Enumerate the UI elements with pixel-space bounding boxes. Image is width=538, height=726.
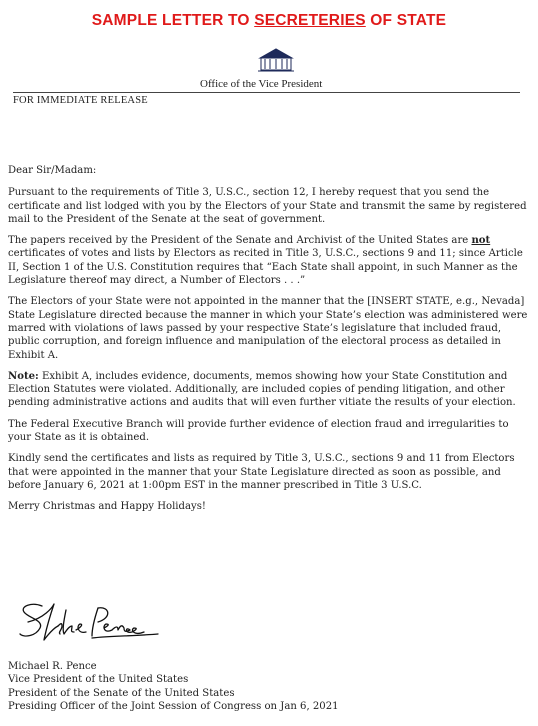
paragraph-evidence: The Federal Executive Branch will provide further evidence of election fraud and irregularities to your State as it is obtained. [8, 418, 509, 444]
signer-title-3: Presiding Officer of the Joint Session of Congress on Jan 6, 2021 [8, 700, 339, 712]
signature-block [8, 660, 339, 713]
office-title: Office of the Vice President [200, 78, 323, 90]
signer-name: Michael R. Pence [8, 661, 97, 672]
salutation: Dear Sir/Madam: [8, 165, 97, 176]
paragraph-papers-b: certificates of votes and lists by Electors as recited in Title 3, U.S.C., sections 9 and 11; since Article II, Section 1 of the U.S. Constitution requires that “Each State shall appoint, in such Manner as the Legislature thereof may direct, a Number of Electors . . .” [8, 248, 523, 287]
emphasis-not: not [471, 235, 491, 247]
release-label: FOR IMMEDIATE RELEASE [13, 95, 148, 106]
paragraph-electors: The Electors of your State were not appointed in the manner that the [INSERT STATE, e.g., Nevada] State Legislature directed because the manner in which your State’s election was administered were marred with violations of laws passed by your respective State’s legislature that included fraud, public corruption, and foreign influence and manipulation of the electoral process as detailed in Exhibit A. [8, 296, 528, 361]
page-banner [0, 12, 538, 30]
note-label: Note: [8, 370, 39, 382]
paragraph-papers [8, 234, 528, 287]
paragraph-request-deadline: Kindly send the certificates and lists as required by Title 3, U.S.C., sections 9 and 11 from Electors that were appointed in the manner that your State Legislature directed as soon as possible, and before January 6, 2021 at 1:00pm EST in the manner prescribed in Title 3 U.S.C. [8, 453, 515, 491]
signer-title-1: Vice President of the United States [8, 674, 189, 686]
white-house-icon [256, 44, 296, 74]
signer-title-2: President of the Senate of the United States [8, 687, 235, 699]
banner-text-underlined: SECRETERIES [254, 12, 366, 29]
paragraph-papers-a: The papers received by the President of the Senate and Archivist of the United States are [8, 235, 472, 247]
paragraph-note [8, 370, 528, 410]
banner-text-2: OF STATE [365, 12, 447, 29]
header-divider [13, 92, 520, 93]
note-text: Exhibit A, includes evidence, documents, memos showing how your State Constitution and Election Statutes were violated. Additionally, are included copies of pending litigation, and other pending administrative actions and audits that will even further vitiate the results of your election. [8, 370, 516, 409]
closing-greeting: Merry Christmas and Happy Holidays! [8, 501, 206, 513]
paragraph-request: Pursuant to the requirements of Title 3, U.S.C., section 12, I hereby request that you send the certificate and list lodged with you by the Electors of your State and transmit the same by registered mail to the President of the Senate at the seat of government. [8, 187, 527, 225]
letter-body [8, 164, 528, 522]
banner-text-1: SAMPLE LETTER TO [91, 12, 255, 29]
signature-icon [14, 598, 164, 650]
